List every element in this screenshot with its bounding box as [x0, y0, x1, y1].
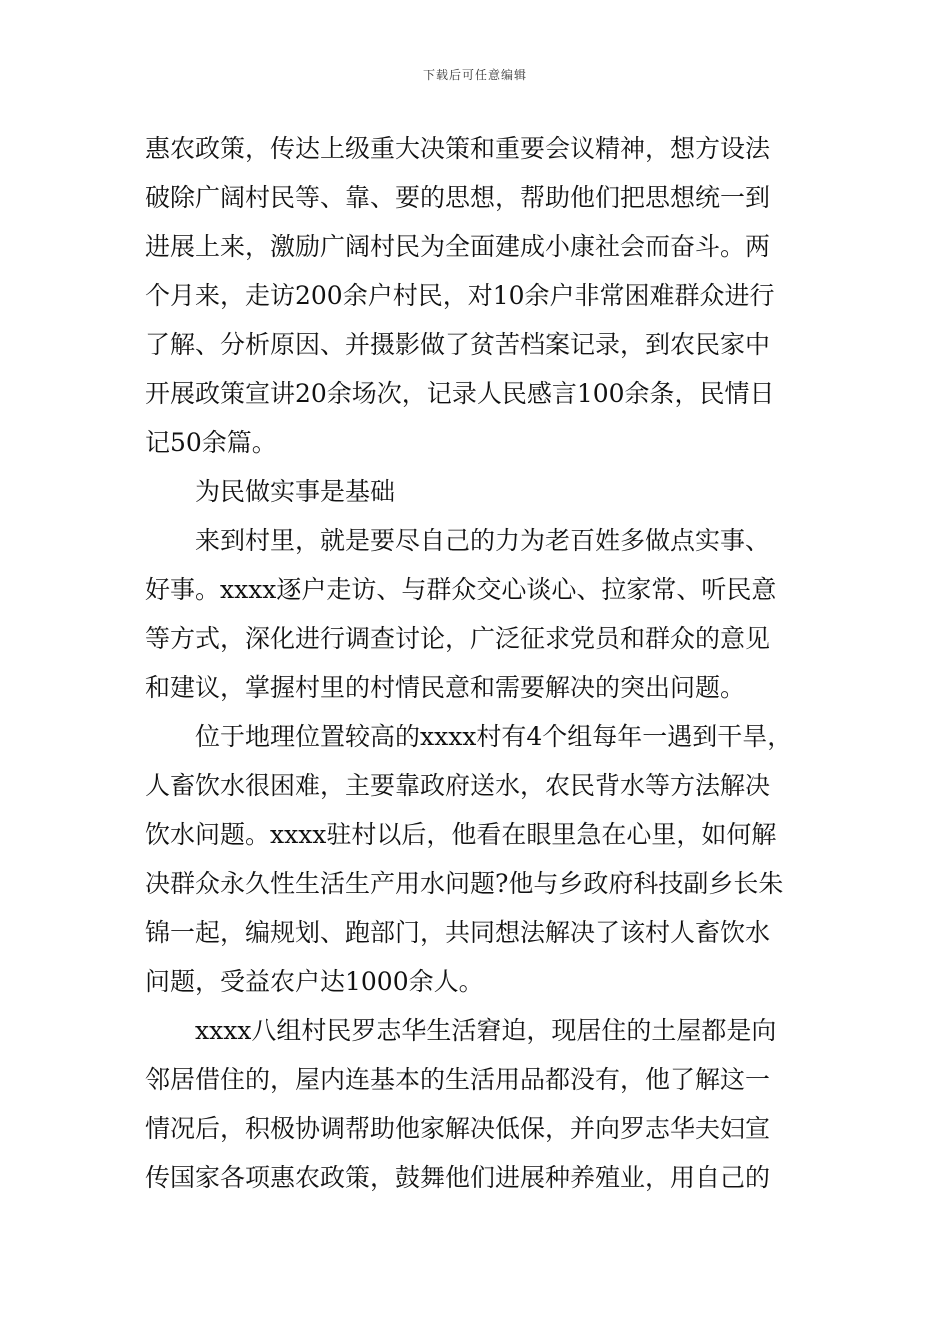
text-line: 个月来，走访200余户村民，对10余户非常困难群众进行 — [145, 281, 775, 310]
paragraph-first-line: 位于地理位置较高的xxxx村有4个组每年一遇到干旱， — [195, 722, 793, 751]
text-line: 情况后，积极协调帮助他家解决低保，并向罗志华夫妇宣 — [145, 1114, 771, 1143]
text-line: 了解、分析原因、并摄影做了贫苦档案记录，到农民家中 — [145, 330, 771, 359]
text-line: 惠农政策，传达上级重大决策和重要会议精神，想方设法 — [145, 134, 771, 163]
text-line: 好事。xxxx逐户走访、与群众交心谈心、拉家常、听民意 — [145, 575, 777, 604]
paragraph-first-line: xxxx八组村民罗志华生活窘迫，现居住的土屋都是向 — [195, 1016, 777, 1045]
text-line: 开展政策宣讲20余场次，记录人民感言100余条，民情日 — [145, 379, 775, 408]
text-line: 破除广阔村民等、靠、要的思想，帮助他们把思想统一到 — [145, 183, 771, 212]
text-line: 人畜饮水很困难，主要靠政府送水，农民背水等方法解决 — [145, 771, 771, 800]
document-body — [145, 124, 813, 1202]
text-line: 邻居借住的，屋内连基本的生活用品都没有，他了解这一 — [145, 1065, 771, 1094]
text-line: 饮水问题。xxxx驻村以后，他看在眼里急在心里，如何解 — [145, 820, 777, 849]
text-line: 记50余篇。 — [145, 428, 277, 457]
paragraph-first-line: 来到村里，就是要尽自己的力为老百姓多做点实事、 — [195, 526, 771, 555]
text-line: 决群众永久性生活生产用水问题?他与乡政府科技副乡长朱 — [145, 869, 784, 898]
text-line: 进展上来，激励广阔村民为全面建成小康社会而奋斗。两 — [145, 232, 771, 261]
section-heading: 为民做实事是基础 — [195, 477, 396, 506]
text-line: 问题，受益农户达1000余人。 — [145, 967, 484, 996]
text-line: 锦一起，编规划、跑部门，共同想法解决了该村人畜饮水 — [145, 918, 771, 947]
text-line: 传国家各项惠农政策，鼓舞他们进展种养殖业，用自己的 — [145, 1163, 771, 1192]
header-note: 下载后可任意编辑 — [422, 68, 527, 82]
text-line: 和建议，掌握村里的村情民意和需要解决的突出问题。 — [145, 673, 746, 702]
text-line: 等方式，深化进行调查讨论，广泛征求党员和群众的意见 — [145, 624, 771, 653]
